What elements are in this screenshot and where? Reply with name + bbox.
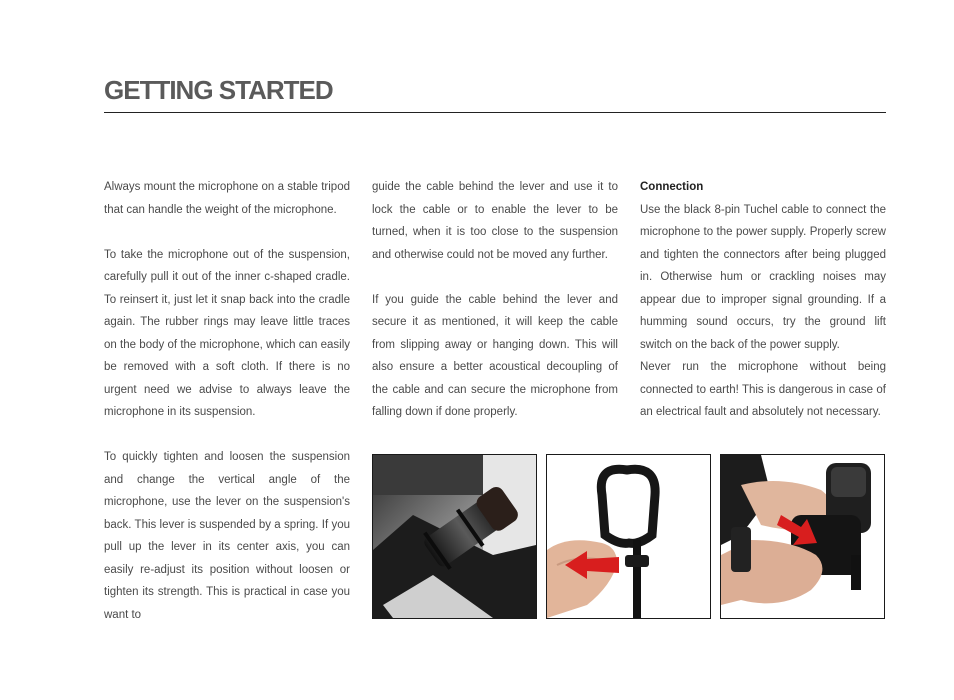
text-column-3 — [640, 176, 886, 446]
paragraph-lever: To quickly tighten and loosen the suspension and change the vertical angle of the microphone, use the lever on the suspension's back. This lever is suspended by a spring. If you pull up the lever in its center axis, you can easily re-adjust its position without loosen or tighten its strength. This is practical in case you want to — [104, 451, 350, 621]
paragraph-cable-secure: If you guide the cable behind the lever and secure it as mentioned, it will keep the cable from slipping away or hanging down. This will also ensure a better acoustical decoupling of the cable and can secure the microphone from falling down if done properly. — [372, 293, 618, 418]
text-column-1 — [104, 176, 350, 649]
page-title: GETTING STARTED — [104, 75, 333, 105]
text-column-2 — [372, 176, 618, 446]
paragraph-suspension: To take the microphone out of the suspension, carefully pull it out of the inner c-shaped cradle. To reinsert it, just let it snap back into the cradle again. The rubber rings may leave little traces on the body of the microphone, which can easily be removed with a soft cloth. If there is no urgent need we advise to always leave the microphone in its suspension. — [104, 248, 350, 418]
title-divider — [104, 112, 886, 113]
photo-microphone-rotation — [720, 454, 885, 619]
photo-microphone-in-case — [372, 454, 537, 619]
paragraph-warning: Never run the microphone without being connected to earth! This is dangerous in case of an electrical fault and absolutely not necessary. — [640, 361, 886, 418]
section-heading-connection: Connection — [640, 181, 704, 193]
photo-lever-adjustment — [546, 454, 711, 619]
paragraph-cable-guide: guide the cable behind the lever and use it to lock the cable or to enable the lever to be turned, when it is too close to the suspension and otherwise could not be moved any further. — [372, 181, 618, 261]
paragraph-mounting: Always mount the microphone on a stable tripod that can handle the weight of the microphone. — [104, 181, 350, 216]
paragraph-connection: Use the black 8-pin Tuchel cable to connect the microphone to the power supply. Properly screw and tighten the connectors after being plugged in. Otherwise hum or crackling noises may appear due to improper signal grounding. If a humming sound occurs, try the ground lift switch on the back of the power supply. — [640, 203, 886, 351]
